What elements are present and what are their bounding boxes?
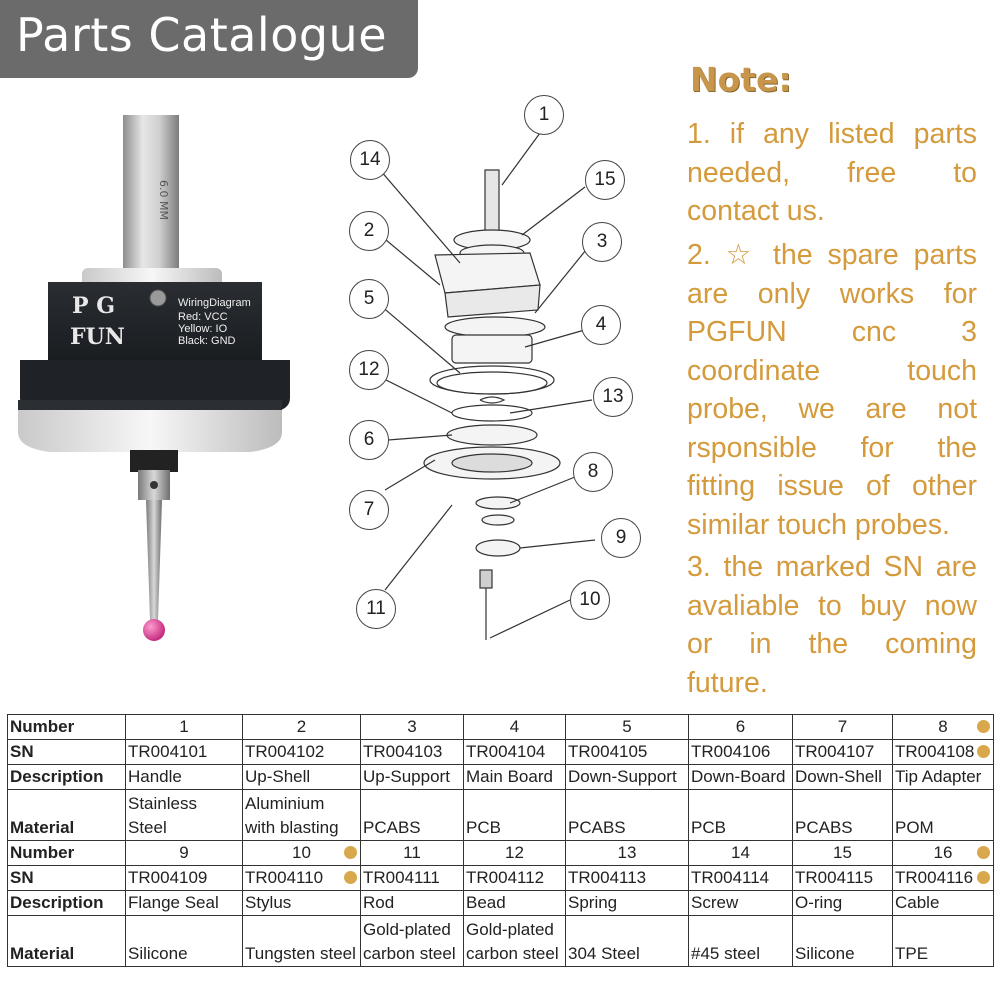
part-number: 13 [617, 843, 637, 862]
part-description-cell [893, 891, 994, 916]
part-number: 4 [509, 717, 520, 736]
callout-8: 8 [573, 452, 613, 492]
part-number-cell [361, 841, 464, 866]
part-description-cell [361, 765, 464, 790]
part-number-cell [126, 841, 243, 866]
part-material: PCABS [795, 818, 853, 837]
serial-number-cell [126, 866, 243, 891]
part-description: Stylus [245, 893, 292, 912]
part-number: 2 [296, 717, 307, 736]
available-marker-icon [977, 745, 990, 758]
callout-15: 15 [585, 160, 625, 200]
title-banner [0, 0, 418, 78]
table-row-material [8, 790, 994, 841]
part-number: 1 [179, 717, 189, 736]
part-material-cell [361, 916, 464, 967]
serial-number-cell [361, 866, 464, 891]
part-number: 9 [179, 843, 189, 862]
table-row-material [8, 916, 994, 967]
part-number: 14 [731, 843, 750, 862]
serial-number: TR004102 [245, 742, 325, 761]
serial-number: TR004109 [128, 868, 208, 887]
part-material: Silicone [128, 944, 188, 963]
touch-probe-image [10, 110, 310, 660]
part-material: PCB [691, 818, 726, 837]
part-description: Tip Adapter [895, 767, 982, 786]
part-description: Up-Support [363, 767, 450, 786]
part-number: 11 [403, 843, 421, 862]
part-description: Bead [466, 893, 506, 912]
part-number: 7 [837, 717, 848, 736]
serial-number: TR004111 [363, 868, 440, 887]
available-marker-icon [977, 846, 990, 859]
part-description-cell [464, 891, 566, 916]
serial-number-cell [793, 866, 893, 891]
part-description-cell [464, 765, 566, 790]
serial-number-cell [126, 740, 243, 765]
part-number-cell [793, 715, 893, 740]
part-material-cell [243, 916, 361, 967]
part-material: Aluminium with blasting [245, 794, 339, 837]
part-description-cell [689, 765, 793, 790]
part-material-cell [793, 790, 893, 841]
part-number-cell [566, 841, 689, 866]
brand-logo-top: P G [72, 293, 115, 319]
part-material-cell [361, 790, 464, 841]
table-row-number [8, 715, 994, 740]
parts-table [7, 714, 994, 967]
part-material-cell [243, 790, 361, 841]
callout-14: 14 [350, 140, 390, 180]
serial-number: TR004101 [128, 742, 208, 761]
available-marker-icon [977, 720, 990, 733]
table-row-number [8, 841, 994, 866]
serial-number-cell [464, 866, 566, 891]
part-number-cell [464, 841, 566, 866]
part-material: Gold-plated carbon steel [363, 920, 456, 963]
row-label-description: Description [8, 765, 126, 790]
part-number: 10 [292, 843, 311, 862]
callout-9: 9 [601, 518, 641, 558]
row-label-description: Description [8, 891, 126, 916]
part-number-cell [893, 715, 994, 740]
row-label-material: Material [8, 790, 126, 841]
serial-number: TR004104 [466, 742, 546, 761]
callout-5: 5 [349, 279, 389, 319]
part-material: 304 Steel [568, 944, 640, 963]
part-material: Silicone [795, 944, 855, 963]
part-material-cell [893, 916, 994, 967]
part-number-cell [689, 715, 793, 740]
part-number-cell [689, 841, 793, 866]
part-description-cell [793, 891, 893, 916]
part-material-cell [464, 790, 566, 841]
part-material-cell [126, 916, 243, 967]
callout-6: 6 [349, 420, 389, 460]
part-material-cell [566, 790, 689, 841]
part-number: 12 [505, 843, 524, 862]
part-material-cell [689, 790, 793, 841]
part-number-cell [464, 715, 566, 740]
note-item-1: 1. if any listed parts needed, free to contact us. [687, 118, 977, 227]
serial-number-cell [566, 740, 689, 765]
part-material: POM [895, 818, 934, 837]
wiring-black: Black: GND [178, 335, 236, 347]
part-material: Gold-plated carbon steel [466, 920, 559, 963]
serial-number-cell [243, 740, 361, 765]
part-description: Down-Support [568, 767, 677, 786]
callout-3: 3 [582, 222, 622, 262]
part-description: Spring [568, 893, 618, 912]
part-description-cell [566, 765, 689, 790]
part-number-cell [566, 715, 689, 740]
part-number-cell [793, 841, 893, 866]
part-number: 3 [407, 717, 417, 736]
part-number-cell [893, 841, 994, 866]
serial-number: TR004116 [895, 868, 974, 887]
callout-4: 4 [581, 305, 621, 345]
part-description-cell [793, 765, 893, 790]
part-material: Tungsten steel [245, 944, 356, 963]
serial-number-cell [464, 740, 566, 765]
serial-number: TR004103 [363, 742, 443, 761]
row-label-sn: SN [8, 866, 126, 891]
serial-number-cell [361, 740, 464, 765]
part-description-cell [126, 891, 243, 916]
callout-2: 2 [349, 211, 389, 251]
table-row-description [8, 765, 994, 790]
table-row-description [8, 891, 994, 916]
row-label-number: Number [8, 715, 126, 740]
part-number-cell [243, 841, 361, 866]
part-description-cell [243, 891, 361, 916]
part-description-cell [243, 765, 361, 790]
serial-number: TR004107 [795, 742, 875, 761]
callout-13: 13 [593, 377, 633, 417]
brand-logo-bottom: FUN [70, 324, 125, 350]
part-material: TPE [895, 944, 929, 963]
part-material-cell [464, 916, 566, 967]
wiring-yellow: Yellow: IO [178, 323, 228, 335]
row-label-material: Material [8, 916, 126, 967]
part-description-cell [689, 891, 793, 916]
serial-number: TR004114 [691, 868, 770, 887]
part-description: Rod [363, 893, 395, 912]
part-number: 16 [933, 843, 953, 862]
part-material: PCABS [363, 818, 421, 837]
part-material: PCABS [568, 818, 626, 837]
part-description: Screw [691, 893, 739, 912]
available-marker-icon [344, 871, 357, 884]
part-description: O-ring [795, 893, 843, 912]
part-material-cell [689, 916, 793, 967]
part-material-cell [793, 916, 893, 967]
serial-number-cell [689, 740, 793, 765]
wiring-title: WiringDiagram [178, 297, 251, 309]
part-description: Main Board [466, 767, 553, 786]
part-description: Down-Shell [795, 767, 882, 786]
base-ring [18, 410, 282, 452]
serial-number: TR004108 [895, 742, 975, 761]
part-number-cell [361, 715, 464, 740]
serial-number-cell [566, 866, 689, 891]
part-number-cell [243, 715, 361, 740]
serial-number: TR004105 [568, 742, 648, 761]
callout-10: 10 [570, 580, 610, 620]
serial-number-cell [793, 740, 893, 765]
table-row-sn [8, 866, 994, 891]
ruby-ball [143, 619, 165, 641]
available-marker-icon [977, 871, 990, 884]
part-material-cell [126, 790, 243, 841]
serial-number: TR004113 [568, 868, 647, 887]
part-description-cell [361, 891, 464, 916]
callout-11: 11 [356, 589, 396, 629]
row-label-number: Number [8, 841, 126, 866]
part-material: Stainless Steel [128, 794, 197, 837]
available-marker-icon [344, 846, 357, 859]
part-material: #45 steel [691, 944, 760, 963]
part-description: Cable [895, 893, 940, 912]
serial-number: TR004115 [795, 868, 874, 887]
callout-1: 1 [524, 95, 564, 135]
part-description: Flange Seal [128, 893, 219, 912]
serial-number-cell [893, 866, 994, 891]
table-row-sn [8, 740, 994, 765]
part-description: Up-Shell [245, 767, 311, 786]
part-number: 8 [938, 717, 948, 736]
serial-number: TR004110 [245, 868, 324, 887]
part-material-cell [566, 916, 689, 967]
part-description-cell [126, 765, 243, 790]
part-number: 6 [735, 717, 746, 736]
serial-number: TR004106 [691, 742, 771, 761]
wiring-red: Red: VCC [178, 311, 228, 323]
serial-number-cell [893, 740, 994, 765]
callout-7: 7 [349, 490, 389, 530]
shank-marking: 6.0 MM [157, 180, 170, 220]
stylus [146, 500, 162, 620]
note-title: Note: [690, 60, 792, 99]
callout-12: 12 [349, 350, 389, 390]
part-description-cell [566, 891, 689, 916]
serial-number: TR004112 [466, 868, 545, 887]
part-number-cell [126, 715, 243, 740]
part-description-cell [893, 765, 994, 790]
page-title: Parts Catalogue [16, 8, 388, 62]
part-material-cell [893, 790, 994, 841]
note-item-3: 3. the marked SN are avaliable to buy now or in the coming future. [687, 551, 977, 699]
part-number: 15 [833, 843, 852, 862]
part-description: Handle [128, 767, 182, 786]
part-material: PCB [466, 818, 501, 837]
part-description: Down-Board [691, 767, 786, 786]
note-item-2: 2. ☆ the spare parts are only works for PGFUN cnc 3 coordinate touch probe, we are not rsponsible for the fitting issue of other similar touch probes. [687, 239, 977, 541]
serial-number-cell [243, 866, 361, 891]
part-number: 5 [622, 717, 632, 736]
row-label-sn: SN [8, 740, 126, 765]
serial-number-cell [689, 866, 793, 891]
